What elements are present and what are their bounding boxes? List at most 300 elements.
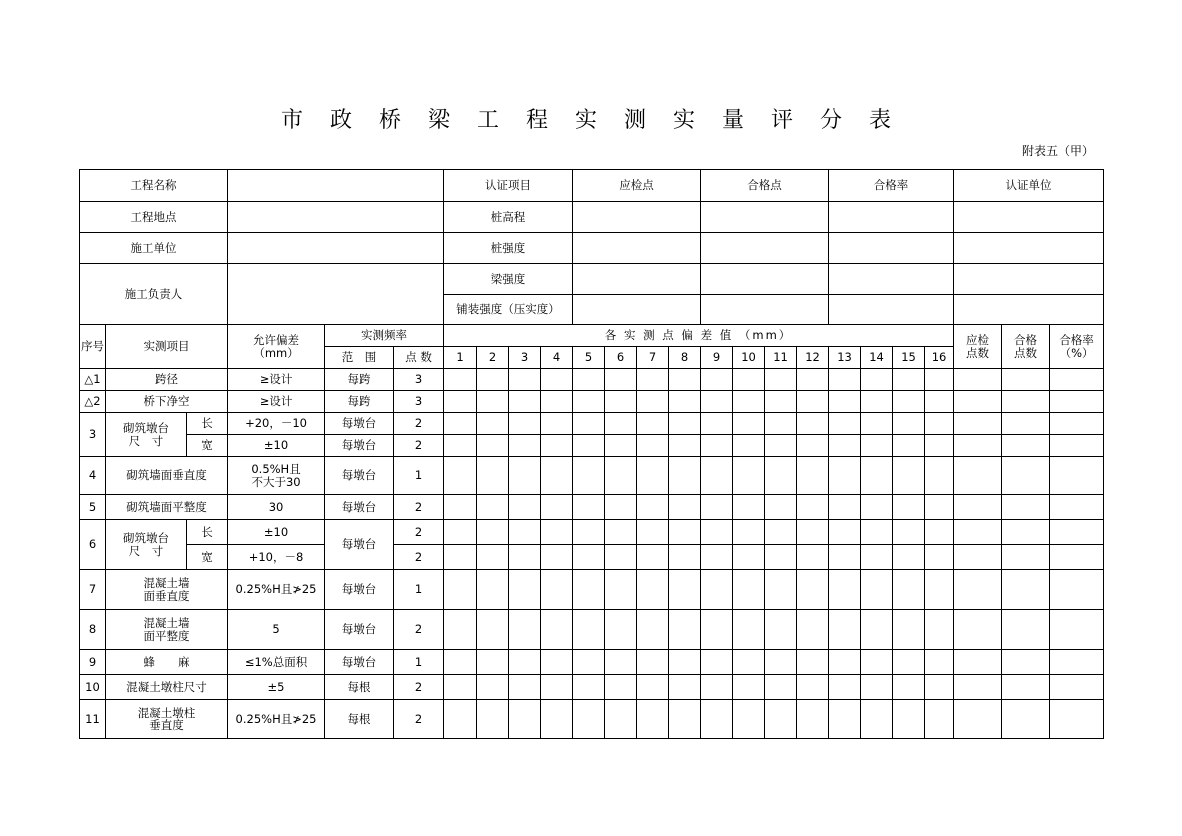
deviation-cell[interactable]: [893, 570, 925, 610]
cert-cell[interactable]: [954, 202, 1104, 233]
deviation-cell[interactable]: [797, 700, 829, 739]
deviation-cell[interactable]: [861, 700, 893, 739]
deviation-cell[interactable]: [861, 457, 893, 495]
should-check-cell[interactable]: [954, 369, 1002, 391]
should-check-cell[interactable]: [954, 545, 1002, 570]
point-number-header: 13: [829, 347, 861, 369]
deviation-cell[interactable]: [701, 435, 733, 457]
deviation-cell[interactable]: [605, 700, 637, 739]
deviation-cell[interactable]: [637, 413, 669, 435]
scoring-table: [79, 169, 1104, 739]
deviation-cell[interactable]: [701, 700, 733, 739]
deviation-cell[interactable]: [925, 413, 954, 435]
deviation-cell[interactable]: [797, 650, 829, 675]
deviation-cell[interactable]: [733, 413, 765, 435]
cert-cell[interactable]: [829, 233, 954, 264]
deviation-cell[interactable]: [669, 457, 701, 495]
deviation-cell[interactable]: [733, 435, 765, 457]
deviation-cell[interactable]: [701, 675, 733, 700]
deviation-cell[interactable]: [605, 675, 637, 700]
qualified-cell[interactable]: [1002, 391, 1050, 413]
deviation-cell[interactable]: [797, 435, 829, 457]
deviation-cell[interactable]: [701, 570, 733, 610]
deviation-cell[interactable]: [733, 520, 765, 545]
deviation-cell[interactable]: [893, 369, 925, 391]
qualified-cell[interactable]: [1002, 610, 1050, 650]
rate-cell[interactable]: [1050, 520, 1104, 545]
deviation-cell[interactable]: [637, 520, 669, 545]
deviation-cell[interactable]: [765, 545, 797, 570]
deviation-cell[interactable]: [797, 391, 829, 413]
deviation-cell[interactable]: [829, 545, 861, 570]
deviation-cell[interactable]: [637, 650, 669, 675]
should-check-cell[interactable]: [954, 391, 1002, 413]
deviation-cell[interactable]: [541, 391, 573, 413]
deviation-cell[interactable]: [605, 413, 637, 435]
deviation-cell[interactable]: [733, 495, 765, 520]
deviation-cell[interactable]: [573, 610, 605, 650]
deviation-cell[interactable]: [893, 495, 925, 520]
deviation-cell[interactable]: [669, 675, 701, 700]
deviation-cell[interactable]: [893, 545, 925, 570]
deviation-cell[interactable]: [637, 545, 669, 570]
deviation-cell[interactable]: [669, 391, 701, 413]
deviation-cell[interactable]: [701, 520, 733, 545]
deviation-cell[interactable]: [573, 369, 605, 391]
info-value-cell[interactable]: [228, 170, 444, 202]
deviation-cell[interactable]: [637, 700, 669, 739]
qualified-cell[interactable]: [1002, 457, 1050, 495]
deviation-cell[interactable]: [541, 413, 573, 435]
deviation-cell[interactable]: [925, 675, 954, 700]
deviation-cell[interactable]: [444, 457, 477, 495]
deviation-cell[interactable]: [669, 545, 701, 570]
deviation-cell[interactable]: [477, 495, 509, 520]
deviation-cell[interactable]: [829, 435, 861, 457]
deviation-cell[interactable]: [893, 413, 925, 435]
deviation-cell[interactable]: [925, 495, 954, 520]
rate-cell[interactable]: [1050, 545, 1104, 570]
deviation-cell[interactable]: [829, 369, 861, 391]
should-check-cell[interactable]: [954, 650, 1002, 675]
deviation-cell[interactable]: [541, 700, 573, 739]
should-check-cell[interactable]: [954, 700, 1002, 739]
table-row: [80, 391, 1104, 413]
qualified-cell[interactable]: [1002, 700, 1050, 739]
deviation-cell[interactable]: [765, 650, 797, 675]
deviation-cell[interactable]: [861, 369, 893, 391]
deviation-cell[interactable]: [541, 570, 573, 610]
seq-cell: 11: [80, 700, 106, 739]
deviation-cell[interactable]: [893, 610, 925, 650]
deviation-cell[interactable]: [829, 457, 861, 495]
deviation-cell[interactable]: [829, 700, 861, 739]
deviation-cell[interactable]: [861, 610, 893, 650]
qualified-cell[interactable]: [1002, 495, 1050, 520]
deviation-cell[interactable]: [509, 495, 541, 520]
deviation-cell[interactable]: [861, 545, 893, 570]
page-title: 市 政 桥 梁 工 程 实 测 实 量 评 分 表: [281, 108, 901, 133]
deviation-cell[interactable]: [733, 369, 765, 391]
deviation-cell[interactable]: [541, 457, 573, 495]
deviation-cell[interactable]: [797, 413, 829, 435]
deviation-cell[interactable]: [509, 675, 541, 700]
point-number-header: 8: [669, 347, 701, 369]
deviation-cell[interactable]: [509, 435, 541, 457]
qualified-cell[interactable]: [1002, 435, 1050, 457]
deviation-cell[interactable]: [573, 700, 605, 739]
points-cell: 1: [394, 457, 444, 495]
deviation-cell[interactable]: [797, 570, 829, 610]
qualified-cell[interactable]: [1002, 650, 1050, 675]
annex-label: 附表五（甲）: [1022, 144, 1095, 158]
deviation-cell[interactable]: [605, 457, 637, 495]
deviation-cell[interactable]: [765, 700, 797, 739]
deviation-cell[interactable]: [765, 457, 797, 495]
deviation-cell[interactable]: [509, 545, 541, 570]
deviation-cell[interactable]: [765, 520, 797, 545]
points-cell: 2: [394, 495, 444, 520]
deviation-cell[interactable]: [701, 495, 733, 520]
deviation-cell[interactable]: [925, 435, 954, 457]
deviation-cell[interactable]: [477, 413, 509, 435]
deviation-cell[interactable]: [541, 675, 573, 700]
deviation-cell[interactable]: [829, 520, 861, 545]
deviation-cell[interactable]: [605, 369, 637, 391]
deviation-cell[interactable]: [829, 610, 861, 650]
tolerance-cell: ±10: [228, 520, 325, 545]
deviation-cell[interactable]: [573, 391, 605, 413]
deviation-cell[interactable]: [605, 650, 637, 675]
rate-cell[interactable]: [1050, 675, 1104, 700]
deviation-cell[interactable]: [765, 391, 797, 413]
deviation-cell[interactable]: [509, 369, 541, 391]
cert-cell[interactable]: [701, 233, 829, 264]
deviation-cell[interactable]: [701, 650, 733, 675]
deviation-cell[interactable]: [444, 610, 477, 650]
deviation-cell[interactable]: [477, 570, 509, 610]
deviation-cell[interactable]: [573, 457, 605, 495]
deviation-cell[interactable]: [444, 520, 477, 545]
deviation-cell[interactable]: [669, 413, 701, 435]
rate-cell[interactable]: [1050, 570, 1104, 610]
deviation-cell[interactable]: [861, 650, 893, 675]
deviation-cell[interactable]: [509, 650, 541, 675]
cert-cell[interactable]: [954, 295, 1104, 325]
item-cell: 混凝土墙 面垂直度: [106, 570, 228, 610]
deviation-cell[interactable]: [669, 435, 701, 457]
deviation-cell[interactable]: [669, 650, 701, 675]
tolerance-cell: 0.25%H且≯25: [228, 700, 325, 739]
deviation-cell[interactable]: [444, 675, 477, 700]
rate-cell[interactable]: [1050, 650, 1104, 675]
table-row: [80, 457, 1104, 495]
cert-cell[interactable]: [573, 202, 701, 233]
deviation-cell[interactable]: [861, 570, 893, 610]
deviation-cell[interactable]: [765, 610, 797, 650]
deviation-cell[interactable]: [669, 495, 701, 520]
point-number-header: 5: [573, 347, 605, 369]
deviation-cell[interactable]: [637, 675, 669, 700]
cert-item: 铺装强度（压实度）: [444, 295, 573, 325]
deviation-cell[interactable]: [733, 570, 765, 610]
deviation-cell[interactable]: [541, 650, 573, 675]
points-cell: 3: [394, 391, 444, 413]
deviation-cell[interactable]: [733, 650, 765, 675]
deviation-cell[interactable]: [893, 520, 925, 545]
deviation-cell[interactable]: [925, 545, 954, 570]
deviation-cell[interactable]: [893, 650, 925, 675]
deviation-cell[interactable]: [573, 675, 605, 700]
deviation-cell[interactable]: [925, 570, 954, 610]
deviation-cell[interactable]: [797, 457, 829, 495]
deviation-cell[interactable]: [637, 435, 669, 457]
deviation-cell[interactable]: [509, 457, 541, 495]
deviation-cell[interactable]: [669, 570, 701, 610]
deviation-cell[interactable]: [637, 610, 669, 650]
should-check-cell[interactable]: [954, 457, 1002, 495]
deviation-cell[interactable]: [477, 391, 509, 413]
rate-cell[interactable]: [1050, 700, 1104, 739]
rate-cell[interactable]: [1050, 435, 1104, 457]
point-number-header: 12: [797, 347, 829, 369]
deviation-cell[interactable]: [444, 369, 477, 391]
deviation-cell[interactable]: [477, 675, 509, 700]
deviation-cell[interactable]: [701, 610, 733, 650]
deviation-cell[interactable]: [509, 610, 541, 650]
deviation-cell[interactable]: [733, 457, 765, 495]
deviation-cell[interactable]: [893, 700, 925, 739]
deviation-cell[interactable]: [477, 545, 509, 570]
item-cell: 砌筑墩台 尺 寸: [106, 413, 187, 457]
deviation-cell[interactable]: [765, 495, 797, 520]
info-value-cell[interactable]: [228, 233, 444, 264]
seq-cell: 6: [80, 520, 106, 570]
rate-cell[interactable]: [1050, 413, 1104, 435]
deviation-cell[interactable]: [733, 391, 765, 413]
deviation-cell[interactable]: [541, 545, 573, 570]
deviation-cell[interactable]: [541, 369, 573, 391]
deviation-cell[interactable]: [637, 391, 669, 413]
should-check-cell[interactable]: [954, 495, 1002, 520]
deviation-cell[interactable]: [829, 570, 861, 610]
deviation-header: 各 实 测 点 偏 差 值 （mm）: [444, 325, 954, 347]
deviation-cell[interactable]: [637, 369, 669, 391]
deviation-cell[interactable]: [605, 495, 637, 520]
deviation-cell[interactable]: [829, 675, 861, 700]
cert-cell[interactable]: [701, 202, 829, 233]
deviation-cell[interactable]: [765, 413, 797, 435]
tolerance-cell: 0.25%H且≯25: [228, 570, 325, 610]
deviation-cell[interactable]: [637, 495, 669, 520]
info-row: [80, 264, 1104, 295]
point-number-header: 2: [477, 347, 509, 369]
deviation-cell[interactable]: [669, 610, 701, 650]
deviation-cell[interactable]: [444, 391, 477, 413]
deviation-cell[interactable]: [925, 520, 954, 545]
point-number-header: 14: [861, 347, 893, 369]
deviation-cell[interactable]: [701, 457, 733, 495]
info-value-cell[interactable]: [228, 202, 444, 233]
deviation-cell[interactable]: [669, 520, 701, 545]
deviation-cell[interactable]: [573, 413, 605, 435]
deviation-cell[interactable]: [925, 391, 954, 413]
info-value-cell[interactable]: [228, 264, 444, 325]
rate-cell[interactable]: [1050, 610, 1104, 650]
deviation-cell[interactable]: [701, 413, 733, 435]
deviation-cell[interactable]: [893, 391, 925, 413]
deviation-cell[interactable]: [444, 570, 477, 610]
deviation-cell[interactable]: [605, 391, 637, 413]
deviation-cell[interactable]: [861, 675, 893, 700]
cert-cell[interactable]: [701, 295, 829, 325]
qualified-cell[interactable]: [1002, 570, 1050, 610]
deviation-cell[interactable]: [765, 675, 797, 700]
deviation-cell[interactable]: [925, 650, 954, 675]
cert-cell[interactable]: [573, 295, 701, 325]
deviation-cell[interactable]: [733, 675, 765, 700]
deviation-cell[interactable]: [444, 545, 477, 570]
deviation-cell[interactable]: [509, 700, 541, 739]
deviation-cell[interactable]: [637, 457, 669, 495]
deviation-cell[interactable]: [765, 570, 797, 610]
rate-cell[interactable]: [1050, 457, 1104, 495]
cert-cell[interactable]: [573, 233, 701, 264]
deviation-cell[interactable]: [573, 435, 605, 457]
deviation-cell[interactable]: [573, 495, 605, 520]
should-check-cell[interactable]: [954, 435, 1002, 457]
points-cell: 2: [394, 545, 444, 570]
qualified-cell[interactable]: [1002, 520, 1050, 545]
deviation-cell[interactable]: [573, 520, 605, 545]
deviation-cell[interactable]: [444, 413, 477, 435]
deviation-cell[interactable]: [444, 495, 477, 520]
deviation-cell[interactable]: [861, 391, 893, 413]
cert-cell[interactable]: [954, 264, 1104, 295]
deviation-cell[interactable]: [861, 435, 893, 457]
deviation-cell[interactable]: [605, 520, 637, 545]
deviation-cell[interactable]: [541, 610, 573, 650]
rate-cell[interactable]: [1050, 495, 1104, 520]
deviation-cell[interactable]: [605, 610, 637, 650]
deviation-cell[interactable]: [509, 413, 541, 435]
deviation-cell[interactable]: [797, 545, 829, 570]
deviation-cell[interactable]: [541, 495, 573, 520]
deviation-cell[interactable]: [444, 435, 477, 457]
deviation-cell[interactable]: [893, 675, 925, 700]
deviation-cell[interactable]: [829, 495, 861, 520]
deviation-cell[interactable]: [669, 700, 701, 739]
deviation-cell[interactable]: [573, 545, 605, 570]
deviation-cell[interactable]: [925, 610, 954, 650]
deviation-cell[interactable]: [541, 520, 573, 545]
deviation-cell[interactable]: [733, 610, 765, 650]
deviation-cell[interactable]: [444, 700, 477, 739]
tolerance-cell: ≥设计: [228, 391, 325, 413]
deviation-cell[interactable]: [701, 545, 733, 570]
cert-cell[interactable]: [954, 233, 1104, 264]
deviation-cell[interactable]: [509, 391, 541, 413]
deviation-cell[interactable]: [829, 413, 861, 435]
deviation-cell[interactable]: [477, 369, 509, 391]
deviation-cell[interactable]: [477, 610, 509, 650]
qualified-cell[interactable]: [1002, 545, 1050, 570]
deviation-cell[interactable]: [573, 570, 605, 610]
deviation-cell[interactable]: [541, 435, 573, 457]
sub-item-cell: 长: [187, 520, 228, 545]
cert-cell[interactable]: [573, 264, 701, 295]
deviation-cell[interactable]: [829, 650, 861, 675]
table-row: [80, 520, 1104, 545]
deviation-cell[interactable]: [861, 495, 893, 520]
deviation-cell[interactable]: [669, 369, 701, 391]
deviation-cell[interactable]: [509, 520, 541, 545]
frequency-header: 实测频率: [325, 325, 444, 347]
should-check-cell[interactable]: [954, 675, 1002, 700]
cert-cell[interactable]: [701, 264, 829, 295]
deviation-cell[interactable]: [925, 700, 954, 739]
qualified-cell[interactable]: [1002, 369, 1050, 391]
deviation-cell[interactable]: [605, 570, 637, 610]
deviation-cell[interactable]: [701, 369, 733, 391]
should-check-cell[interactable]: [954, 610, 1002, 650]
deviation-cell[interactable]: [477, 520, 509, 545]
deviation-cell[interactable]: [893, 457, 925, 495]
deviation-cell[interactable]: [797, 610, 829, 650]
qualified-cell[interactable]: [1002, 413, 1050, 435]
deviation-cell[interactable]: [573, 650, 605, 675]
deviation-cell[interactable]: [477, 457, 509, 495]
should-check-cell[interactable]: [954, 570, 1002, 610]
deviation-cell[interactable]: [477, 650, 509, 675]
deviation-cell[interactable]: [605, 435, 637, 457]
deviation-cell[interactable]: [797, 675, 829, 700]
cert-item: 桩强度: [444, 233, 573, 264]
deviation-cell[interactable]: [701, 391, 733, 413]
cert-cell[interactable]: [829, 295, 954, 325]
deviation-cell[interactable]: [797, 520, 829, 545]
deviation-cell[interactable]: [861, 413, 893, 435]
deviation-cell[interactable]: [925, 457, 954, 495]
deviation-cell[interactable]: [444, 650, 477, 675]
deviation-cell[interactable]: [605, 545, 637, 570]
should-check-cell[interactable]: [954, 520, 1002, 545]
deviation-cell[interactable]: [797, 369, 829, 391]
rate-cell[interactable]: [1050, 369, 1104, 391]
seq-cell: △1: [80, 369, 106, 391]
rate-cell[interactable]: [1050, 391, 1104, 413]
deviation-cell[interactable]: [797, 495, 829, 520]
deviation-cell[interactable]: [733, 545, 765, 570]
deviation-cell[interactable]: [637, 570, 669, 610]
deviation-cell[interactable]: [765, 435, 797, 457]
qualified-cell[interactable]: [1002, 675, 1050, 700]
deviation-cell[interactable]: [477, 435, 509, 457]
cert-cell[interactable]: [829, 202, 954, 233]
deviation-cell[interactable]: [893, 435, 925, 457]
should-check-cell[interactable]: [954, 413, 1002, 435]
deviation-cell[interactable]: [733, 700, 765, 739]
deviation-cell[interactable]: [829, 391, 861, 413]
deviation-cell[interactable]: [925, 369, 954, 391]
cert-header: 合格点: [701, 170, 829, 202]
deviation-cell[interactable]: [477, 700, 509, 739]
deviation-cell[interactable]: [861, 520, 893, 545]
deviation-cell[interactable]: [765, 369, 797, 391]
cert-cell[interactable]: [829, 264, 954, 295]
deviation-cell[interactable]: [509, 570, 541, 610]
item-cell: 砌筑墙面垂直度: [106, 457, 228, 495]
